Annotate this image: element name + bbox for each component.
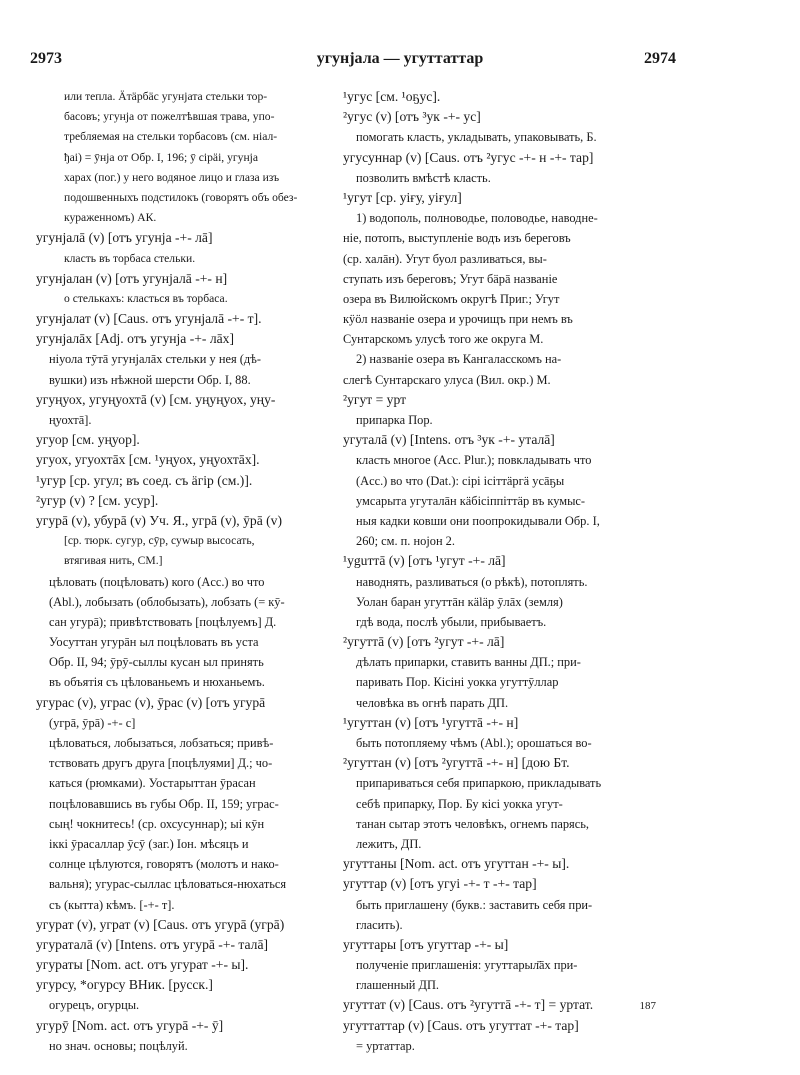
- entry-headword-line: ¹угуттан (v) [отъ ¹угуттā -+- н]: [343, 714, 519, 730]
- entry-headword-line: угуттары [отъ угуттар -+- ы]: [343, 936, 509, 952]
- entry-text-line: позволить вмѣстѣ класть.: [356, 170, 491, 185]
- entry-text-line: харах (пог.) у него водяное лицо и глаза изъ: [64, 170, 280, 184]
- entry-text-line: паривать Пор. Кісіні уокка угуттӯллар: [356, 675, 559, 690]
- entry-text-line: сың! чокнитесь! (ср. охсусуннар); ыі кӯн: [49, 816, 265, 831]
- page-number-left: 2973: [30, 50, 62, 67]
- entry-headword-line: угунјалат (v) [Caus. отъ угунјалā -+- т].: [36, 311, 262, 327]
- entry-text-line: или тепла. Ӓтäрбäс угунјата стельки тор-: [64, 90, 268, 103]
- entry-headword-line: ²угус (v) [отъ ³ук -+- ус]: [343, 109, 481, 125]
- entry-headword-line: угурā (v), убурā (v) Уч. Я., угрā (v), ӯрā (v): [36, 512, 282, 528]
- entry-text-line: цѣловать (поцѣловать) кого (Acc.) во что: [49, 574, 265, 589]
- entry-text-line: лежитъ, ДП.: [356, 836, 422, 851]
- entry-headword-line: ²угур (v) ? [см. усур].: [36, 492, 159, 508]
- entry-headword-line: угуттат (v) [Caus. отъ ²угуттā -+- т] = уртат.: [343, 997, 594, 1013]
- signature-mark: 187: [639, 1000, 656, 1012]
- entry-text-line: о стелькахъ: класться въ торбаса.: [64, 291, 228, 305]
- entry-text-line: ступать изъ береговъ; Угут бäрā названіе: [343, 271, 558, 286]
- entry-text-line: кӱӧл названіе озера и урочищъ при немъ въ: [343, 312, 573, 327]
- entry-headword-line: угурас (v), уграс (v), ӯрас (v) [отъ угурā: [36, 694, 266, 710]
- entry-text-line: съ (кытта) кѣмъ. [-+- т].: [49, 897, 175, 912]
- entry-text-line: слегѣ Сунтарскаго улуса (Вил. окр.) М.: [343, 372, 551, 387]
- entry-headword-line: угусуннар (v) [Caus. отъ ²угус -+- н -+- тар]: [343, 149, 594, 165]
- entry-text-line: быть потопляему чѣмъ (Abl.); орошаться во-: [356, 736, 592, 750]
- entry-headword-line: ²угуттан (v) [отъ ²угуттā -+- н] [дою Бт.: [343, 755, 570, 771]
- entry-text-line: Уолан баран угуттāн кäläр ӯлāх (земля): [356, 594, 563, 609]
- entry-text-line: втягивая нить, СМ.]: [64, 554, 163, 568]
- entry-text-line: басовъ; угунја от пожелтѣвшая трава, упо-: [64, 110, 275, 124]
- entry-text-line: Обр. II, 94; ӯрӯ-сыллы кусан ыл принять: [49, 655, 264, 670]
- entry-text-line: (Abl.), лобызать (облобызать), лобзать (= кӯ-: [49, 594, 285, 609]
- entry-text-line: класть въ торбаса стельки.: [64, 251, 196, 265]
- entry-text-line: помогать класть, укладывать, упаковывать, Б.: [356, 130, 597, 145]
- running-head: угунјала — угуттаттар: [316, 50, 484, 67]
- entry-text-line: полученіе приглашенія: угуттарыл̄āх при-: [356, 958, 578, 973]
- entry-text-line: каться (рюмками). Уостарыттан ӯрасан: [49, 776, 256, 791]
- entry-text-line: умсарыта угуталāн кäбісіппіттäр въ кумыс-: [356, 493, 586, 508]
- entry-text-line: дѣлать припарки, ставить ванны ДП.; при-: [356, 655, 581, 670]
- entry-text-line: Сунтарскомъ улусѣ того же округа М.: [343, 332, 544, 347]
- page-number-right: 2974: [644, 50, 676, 67]
- entry-text-line: ңуохтā].: [49, 413, 92, 427]
- entry-text-line: ныя кадки ковши они поопрокидывали Обр. I,: [356, 513, 600, 528]
- entry-text-line: 1) водополь, полноводье, половодье, наводне-: [356, 211, 598, 226]
- entry-headword-line: угурсу, *огурсу ВНик. [русск.]: [36, 977, 213, 993]
- entry-headword-line: угуттар (v) [отъ угуі -+- т -+- тар]: [343, 876, 537, 892]
- entry-text-line: 260; см. п. нојон 2.: [356, 534, 455, 549]
- entry-headword-line: угуттаны [Nom. act. отъ угуттан -+- ы].: [343, 856, 570, 872]
- entry-text-line: быть приглашену (букв.: заставить себя при-: [356, 897, 593, 912]
- entry-headword-line: угуңуох, угуңуохтā (v) [см. уңуңуох, уңу-: [36, 391, 276, 407]
- entry-text-line: = уртаттар.: [356, 1038, 415, 1053]
- entry-headword-line: угурӯ [Nom. act. отъ угурā -+- ӯ]: [36, 1017, 224, 1033]
- entry-headword-line: угуталā (v) [Intens. отъ ³ук -+- уталā]: [343, 432, 555, 448]
- entry-text-line: сан угурā); привѣтствовать [поцѣлуемъ] Д.: [49, 614, 277, 629]
- entry-headword-line: угуох, угуохтāх [см. ¹уңуох, уңуохтāх].: [36, 452, 260, 468]
- entry-text-line: солнце цѣлуются, говорятъ (молотъ и нако-: [49, 857, 279, 872]
- entry-text-line: подошвенныхъ подстилокъ (говорятъ объ обез-: [64, 190, 298, 204]
- entry-headword-line: угунјалан (v) [отъ угунјалā -+- н]: [36, 270, 228, 286]
- entry-text-line: ніуола тӯтā угунјалāх стельки у нея (дѣ-: [49, 352, 262, 367]
- entry-headword-line: угуттаттар (v) [Caus. отъ угуттат -+- тар]: [343, 1017, 579, 1033]
- entry-text-line: но знач. основы; поцѣлуй.: [49, 1038, 188, 1053]
- left-column: [36, 87, 337, 1056]
- entry-headword-line: ²угуттā (v) [отъ ²угут -+- лā]: [343, 634, 505, 650]
- entry-headword-line: ¹уguттā (v) [отъ ¹угут -+- лā]: [343, 553, 506, 569]
- entry-headword-line: угураталā (v) [Intens. отъ угурā -+- талā]: [36, 936, 269, 952]
- entry-text-line: ніе, потопъ, выступленіе водъ изъ береговъ: [343, 231, 571, 246]
- entry-text-line: тствовать другъ друга [поцѣлуями] Д.; чо-: [49, 756, 273, 771]
- entry-text-line: наводнять, разливаться (о рѣкѣ), потоплять.: [356, 574, 588, 589]
- entry-text-line: поцѣловавшись въ губы Обр. II, 159; уграс-: [49, 796, 279, 811]
- entry-text-line: (ср. халāн). Угут буол разливаться, вы-: [343, 251, 547, 266]
- entry-text-line: требляемая на стельки торбасовъ (см. ніал-: [64, 130, 278, 144]
- entry-text-line: [ср. тюрк. сугур, сӯр, суwыр высосать,: [64, 534, 255, 548]
- entry-text-line: гдѣ вода, послѣ убыли, прибываетъ.: [356, 614, 547, 629]
- entry-text-line: класть многое (Acc. Plur.); повкладывать что: [356, 453, 592, 468]
- entry-headword-line: угуор [см. уңуор].: [36, 432, 140, 448]
- entry-text-line: глашенный ДП.: [356, 978, 439, 993]
- entry-text-line: въ объятія съ цѣлованьемъ и нюханьемъ.: [49, 675, 265, 690]
- entry-text-line: огурецъ, огурцы.: [49, 998, 140, 1013]
- entry-headword-line: угунјалā (v) [отъ угунја -+- лā]: [36, 230, 213, 246]
- entry-headword-line: ¹угур [ср. угул; въ соед. съ äгір (см.)].: [36, 472, 253, 488]
- entry-text-line: вальня); угурас-сыллас цѣловаться-нюхаться: [49, 877, 287, 892]
- entry-text-line: припарка Пор.: [356, 413, 433, 427]
- entry-headword-line: ¹угус [см. ¹оҕус].: [343, 89, 441, 104]
- entry-text-line: озера въ Вилюйскомъ округѣ Приг.; Угут: [343, 291, 560, 306]
- entry-headword-line: угураты [Nom. act. отъ угурат -+- ы].: [36, 957, 249, 973]
- entry-text-line: 2) названіе озера въ Кангаласскомъ на-: [356, 352, 562, 367]
- entry-headword-line: угурат (v), уграт (v) [Caus. отъ угурā (угрā): [36, 916, 285, 932]
- entry-text-line: себѣ припарку, Пор. Бу кісі уокка угут-: [356, 796, 563, 811]
- entry-text-line: гласить).: [356, 917, 403, 932]
- entry-text-line: цѣловаться, лобызаться, лобзаться; привѣ-: [49, 736, 274, 750]
- entry-text-line: ђаі) = ӯнја от Обр. I, 196; ӯ сірäі, угунја: [64, 150, 259, 164]
- entry-text-line: (угрā, ӯрā) -+- с]: [49, 715, 136, 730]
- entry-text-line: вушки) изъ нѣжной шерсти Обр. I, 88.: [49, 372, 251, 387]
- entry-headword-line: угунјалāх [Adj. отъ угунја -+- лāх]: [36, 331, 234, 347]
- entry-headword-line: ¹угут [ср. уіғу, уіғул]: [343, 189, 462, 205]
- entry-text-line: кураженномъ) АК.: [64, 211, 157, 225]
- entry-text-line: припариваться себя припаркою, прикладывать: [356, 776, 602, 791]
- entry-text-line: человѣка въ огнѣ парать ДП.: [356, 695, 509, 710]
- entry-headword-line: ²угут = урт: [343, 391, 407, 407]
- entry-text-line: Уосуттан угурāн ыл поцѣловать въ уста: [49, 635, 259, 650]
- entry-text-line: танан сытар этотъ человѣкъ, огнемъ парясь,: [356, 816, 589, 831]
- entry-text-line: іккі ӯрасаллар ӯсӯ (заг.) Іон. мѣсяцъ и: [49, 836, 249, 851]
- entry-text-line: (Acc.) во что (Dat.): сірі ісіттäргä усāҕы: [356, 473, 565, 488]
- right-column: [343, 87, 656, 1056]
